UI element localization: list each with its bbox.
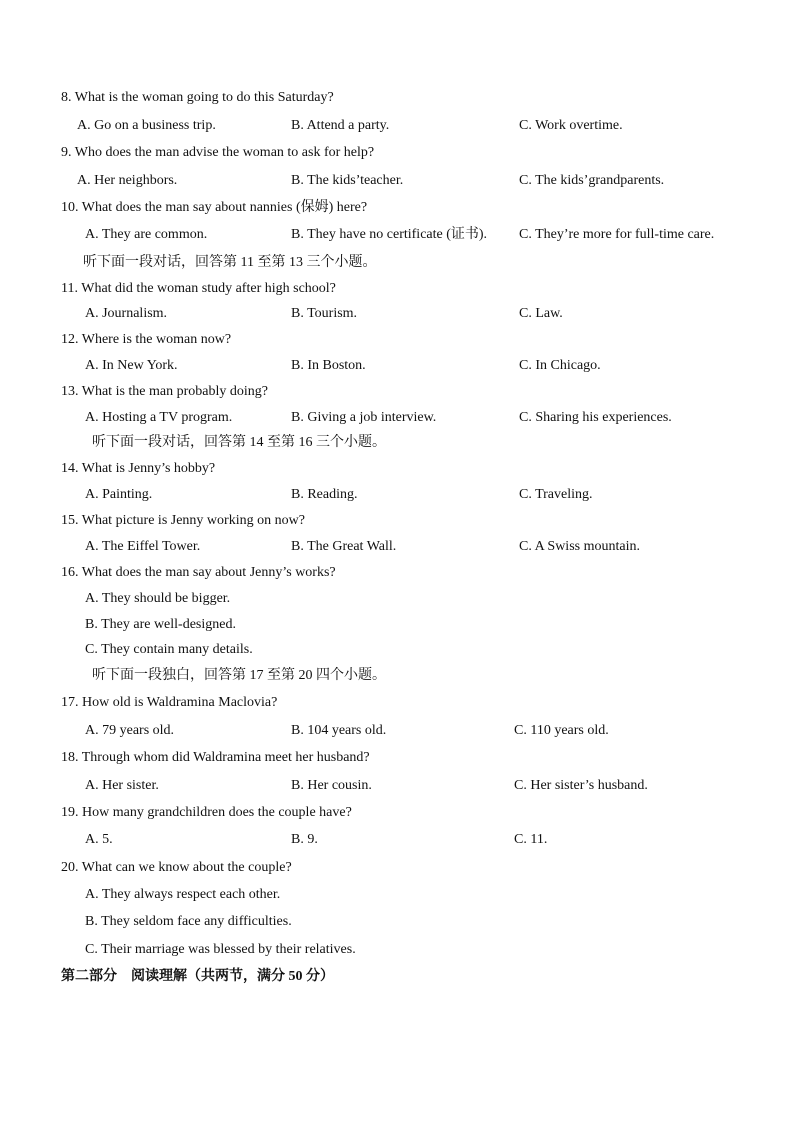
q10-option-b: B. They have no certificate (证书). <box>291 227 488 242</box>
q10-option-a: A. They are common. <box>85 227 208 242</box>
question-20: 20. What can we know about the couple? <box>61 860 292 875</box>
q9-option-b: B. The kids’teacher. <box>291 173 404 188</box>
question-17: 17. How old is Waldramina Maclovia? <box>61 695 278 710</box>
q18-option-a: A. Her sister. <box>85 778 159 793</box>
section-title: 第二部分 阅读理解（共两节，满分 50 分） <box>61 969 334 984</box>
q11-option-b: B. Tourism. <box>291 306 358 321</box>
question-16: 16. What does the man say about Jenny’s works? <box>61 565 336 580</box>
q8-option-c: C. Work overtime. <box>519 118 623 133</box>
q16-option-c: C. They contain many details. <box>85 642 253 657</box>
q11-option-c: C. Law. <box>519 306 563 321</box>
question-10: 10. What does the man say about nannies (保姆) here? <box>61 200 368 215</box>
q14-option-a: A. Painting. <box>85 487 153 502</box>
question-9: 9. Who does the man advise the woman to ask for help? <box>61 145 375 160</box>
q10-option-c: C. They’re more for full-time care. <box>519 227 715 242</box>
question-11: 11. What did the woman study after high school? <box>61 281 336 296</box>
q9-option-c: C. The kids’grandparents. <box>519 173 665 188</box>
instruction-11-13: 听下面一段对话，回答第 11 至第 13 三个小题。 <box>83 255 377 270</box>
q13-option-b: B. Giving a job interview. <box>291 410 437 425</box>
q14-option-b: B. Reading. <box>291 487 358 502</box>
q12-option-b: B. In Boston. <box>291 358 366 373</box>
q16-option-a: A. They should be bigger. <box>85 591 231 606</box>
q18-option-b: B. Her cousin. <box>291 778 372 793</box>
q20-option-c: C. Their marriage was blessed by their relatives. <box>85 942 356 957</box>
q17-option-b: B. 104 years old. <box>291 723 387 738</box>
q15-option-a: A. The Eiffel Tower. <box>85 539 201 554</box>
q13-option-a: A. Hosting a TV program. <box>85 410 233 425</box>
q15-option-c: C. A Swiss mountain. <box>519 539 640 554</box>
q20-option-b: B. They seldom face any difficulties. <box>85 914 292 929</box>
q13-option-c: C. Sharing his experiences. <box>519 410 672 425</box>
q12-option-a: A. In New York. <box>85 358 178 373</box>
question-8: 8. What is the woman going to do this Saturday? <box>61 90 334 105</box>
q11-option-a: A. Journalism. <box>85 306 168 321</box>
q20-option-a: A. They always respect each other. <box>85 887 281 902</box>
q16-option-b: B. They are well-designed. <box>85 617 236 632</box>
question-14: 14. What is Jenny’s hobby? <box>61 461 216 476</box>
q17-option-a: A. 79 years old. <box>85 723 175 738</box>
q9-option-a: A. Her neighbors. <box>77 173 178 188</box>
q14-option-c: C. Traveling. <box>519 487 593 502</box>
q12-option-c: C. In Chicago. <box>519 358 601 373</box>
instruction-14-16: 听下面一段对话，回答第 14 至第 16 三个小题。 <box>92 435 386 450</box>
q8-option-b: B. Attend a party. <box>291 118 390 133</box>
instruction-17-20: 听下面一段独白，回答第 17 至第 20 四个小题。 <box>92 668 386 683</box>
q19-option-a: A. 5. <box>85 832 113 847</box>
question-19: 19. How many grandchildren does the couple have? <box>61 805 352 820</box>
question-13: 13. What is the man probably doing? <box>61 384 268 399</box>
question-18: 18. Through whom did Waldramina meet her husband? <box>61 750 370 765</box>
q8-option-a: A. Go on a business trip. <box>77 118 216 133</box>
q17-option-c: C. 110 years old. <box>514 723 609 738</box>
question-15: 15. What picture is Jenny working on now? <box>61 513 305 528</box>
q19-option-b: B. 9. <box>291 832 318 847</box>
q18-option-c: C. Her sister’s husband. <box>514 778 648 793</box>
q19-option-c: C. 11. <box>514 832 548 847</box>
q15-option-b: B. The Great Wall. <box>291 539 397 554</box>
question-12: 12. Where is the woman now? <box>61 332 232 347</box>
